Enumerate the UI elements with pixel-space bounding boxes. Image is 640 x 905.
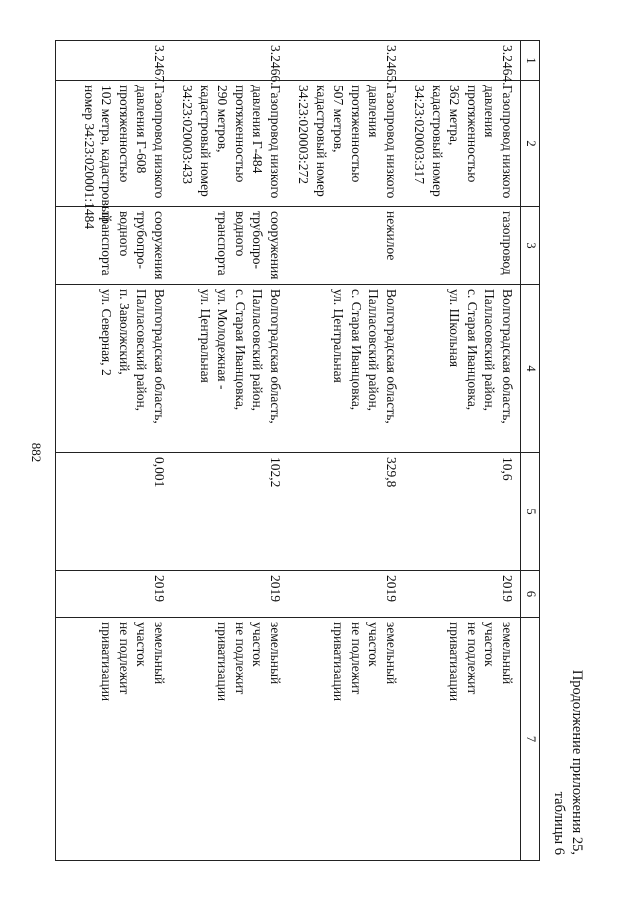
object-address-line: Волгоградская область, [384, 289, 399, 424]
object-name-line: Газопровод низкого [268, 85, 283, 199]
object-type-cell [56, 207, 173, 285]
object-note-line: не подлежит [349, 622, 364, 695]
object-name-line: кадастровый номер [198, 85, 213, 197]
object-year: 2019 [500, 575, 515, 602]
object-type-cell [172, 207, 288, 285]
object-address-cell [404, 285, 521, 453]
object-name-line: Газопровод низкого [500, 85, 515, 199]
object-address-line: с. Старая Иванцовка, [349, 289, 364, 411]
continuation-note [550, 555, 586, 855]
object-note-cell [404, 618, 521, 861]
object-name-cell [172, 81, 288, 207]
row-number-cell [404, 41, 521, 86]
object-address-line: ул. Молодежная - [215, 289, 231, 390]
object-note-line: не подлежит [465, 622, 480, 695]
table-row [404, 41, 521, 861]
column-header: 4 [521, 285, 540, 453]
column-header: 2 [521, 81, 540, 207]
object-type-line: транспорта [215, 211, 231, 276]
row-number-cell [172, 41, 288, 86]
object-address-line: Палласовский район, [250, 289, 266, 412]
object-note-line: участок [482, 622, 498, 667]
object-value-cell [172, 453, 288, 571]
row-number: 3.2466. [268, 45, 283, 86]
object-type-line: водного [233, 211, 248, 257]
object-note-cell [56, 618, 173, 861]
object-type-line: транспорта [99, 211, 115, 276]
object-address-line: ул. Школьная [447, 289, 463, 368]
object-name-line: давления Г-608 [134, 85, 150, 174]
object-year-cell [288, 571, 404, 618]
object-address-cell [56, 285, 173, 453]
object-value-cell [56, 453, 173, 571]
object-note-line: не подлежит [117, 622, 132, 695]
object-note-cell [288, 618, 404, 861]
object-name-cell [288, 81, 404, 207]
object-type-cell [404, 207, 521, 285]
row-number-cell [56, 41, 173, 86]
object-type-line: газопровод [500, 211, 515, 275]
property-table [55, 40, 540, 861]
object-year-cell [56, 571, 173, 618]
object-name-line: кадастровый номер [314, 85, 329, 197]
object-name-line: протяженностью [349, 85, 364, 183]
object-note-line: участок [250, 622, 266, 667]
object-value: 10,6 [500, 457, 515, 481]
object-note-line: участок [366, 622, 382, 667]
object-type-line: трубопро- [134, 211, 150, 270]
object-year-cell [172, 571, 288, 618]
object-address-line: Волгоградская область, [268, 289, 283, 424]
object-note-line: земельный [500, 622, 515, 685]
object-year: 2019 [268, 575, 283, 602]
object-name-line: 34:23:020003:272 [296, 85, 312, 185]
object-address-cell [172, 285, 288, 453]
row-number-cell [288, 41, 404, 86]
object-name-line: кадастровый номер [430, 85, 445, 197]
object-name-line: давления [366, 85, 382, 138]
object-name-line: Газопровод низкого [152, 85, 167, 199]
object-address-line: Палласовский район, [366, 289, 382, 412]
object-note-line: не подлежит [233, 622, 248, 695]
object-type-line: нежилое [384, 211, 399, 261]
object-value: 102,2 [268, 457, 283, 488]
object-type-line: трубопро- [250, 211, 266, 270]
object-name-line: давления Г-484 [250, 85, 266, 174]
object-note-line: земельный [268, 622, 283, 685]
object-name-cell [404, 81, 521, 207]
object-note-line: приватизации [447, 622, 463, 702]
object-note-cell [172, 618, 288, 861]
continuation-line: Продолжение приложения 25, [569, 669, 585, 855]
object-name-line: Газопровод низкого [384, 85, 399, 199]
column-header: 5 [521, 453, 540, 571]
object-name-line: протяженностью [465, 85, 480, 183]
object-address-line: Палласовский район, [482, 289, 498, 412]
object-name-cell [56, 81, 173, 230]
object-note-line: приватизации [331, 622, 347, 702]
object-type-line: сооружения [152, 211, 167, 280]
object-name-line: 362 метра, [447, 85, 463, 146]
object-note-line: приватизации [99, 622, 115, 702]
column-header: 1 [521, 41, 540, 81]
object-note-line: земельный [152, 622, 167, 685]
continuation-line: таблицы 6 [551, 791, 567, 855]
object-address-line: Волгоградская область, [152, 289, 167, 424]
object-name-line: 34:23:020003:317 [412, 85, 428, 185]
object-address-line: ул. Северная, 2 [99, 289, 115, 376]
table-row [172, 41, 288, 861]
object-year: 2019 [384, 575, 399, 602]
table-row [56, 41, 173, 861]
object-year-cell [404, 571, 521, 618]
row-number: 3.2465. [384, 45, 399, 86]
object-address-line: с. Старая Иванцовка, [465, 289, 480, 411]
object-value: 0,001 [152, 457, 167, 488]
object-name-line: протяженностью [117, 85, 132, 183]
object-name-line: 102 метра, кадастровый [99, 85, 115, 223]
object-type-cell [288, 207, 404, 285]
object-name-line: 34:23:020003:433 [180, 85, 196, 185]
table-row [288, 41, 404, 861]
row-number: 3.2467. [152, 45, 167, 86]
object-name-line: номер 34:23:020001:1484 [82, 85, 97, 230]
object-name-line: давления [482, 85, 498, 138]
object-note-line: приватизации [215, 622, 231, 702]
object-value: 329,8 [384, 457, 399, 488]
object-address-line: п. Заволжский, [117, 289, 132, 375]
object-value-cell [288, 453, 404, 571]
column-header: 6 [521, 571, 540, 618]
object-address-line: ул. Центральная [198, 289, 213, 383]
column-header-row [521, 41, 540, 861]
object-address-line: Палласовский район, [134, 289, 150, 412]
object-address-cell [288, 285, 404, 453]
object-address-line: Волгоградская область, [500, 289, 515, 424]
object-year: 2019 [152, 575, 167, 602]
object-type-line: сооружения [268, 211, 283, 280]
object-address-line: с. Старая Иванцовка, [233, 289, 248, 411]
object-name-line: 290 метров, [215, 85, 231, 153]
object-note-line: участок [134, 622, 150, 667]
object-note-line: земельный [384, 622, 399, 685]
page-number: 882 [29, 442, 44, 463]
object-name-line: протяженностью [233, 85, 248, 183]
object-type-line: водного [117, 211, 132, 257]
column-header: 7 [521, 618, 540, 861]
object-name-line: 507 метров, [331, 85, 347, 153]
row-number: 3.2464. [500, 45, 515, 86]
column-header: 3 [521, 207, 540, 285]
object-address-line: ул. Центральная [331, 289, 347, 383]
object-value-cell [404, 453, 521, 571]
